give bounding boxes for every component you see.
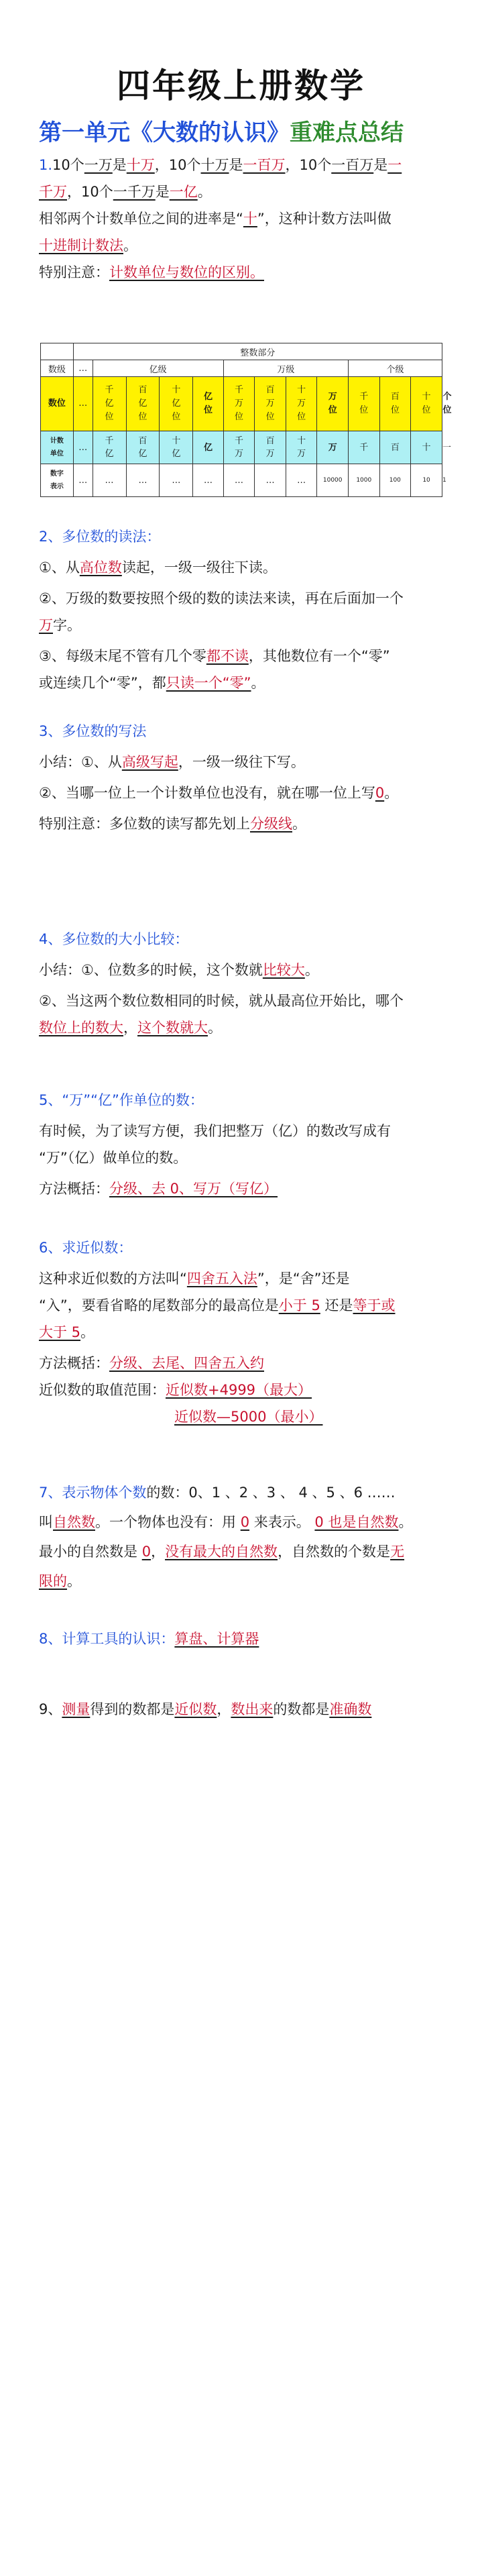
- section-5-line: [39, 1118, 448, 1144]
- table-group-wan: 万级: [223, 360, 348, 377]
- section-4-line: [39, 987, 448, 1014]
- text-run: 是: [112, 157, 127, 173]
- text-run: 。一个物体也没有：用: [95, 1514, 241, 1530]
- section-heading: 4、多位数的大小比较：: [39, 931, 189, 947]
- text-run: 准确数: [329, 1701, 372, 1717]
- table-cell: 百万: [255, 431, 286, 464]
- text-run: 0: [141, 1544, 152, 1560]
- table-cell: 千万: [223, 431, 255, 464]
- table-cell: …: [286, 464, 317, 497]
- table-cell: 百位: [379, 377, 411, 431]
- text-run: 的数都是: [273, 1701, 330, 1717]
- section-5: [39, 1087, 448, 1202]
- text-run: 方法概括：: [39, 1355, 109, 1371]
- text-run: 得到的数都是: [90, 1701, 175, 1717]
- table-cell: 千亿: [93, 431, 126, 464]
- section-3-line: [39, 780, 448, 806]
- section-2-line: [39, 669, 448, 696]
- table-cell: …: [93, 464, 126, 497]
- text-run: 。: [398, 1514, 413, 1530]
- text-run: ”，是“舍”还是: [257, 1271, 350, 1287]
- section-2-line: [39, 612, 448, 639]
- text-run: 分级、去 0、写万（写亿）: [109, 1181, 278, 1197]
- table-group-ge: 个级: [348, 360, 442, 377]
- table-cell: 十万位: [286, 377, 317, 431]
- text-run: 计数单位与数位的区别。: [109, 264, 264, 280]
- text-run: 一万: [84, 157, 113, 173]
- table-cell: …: [160, 464, 193, 497]
- text-run: ②、万级的数要按照个级的数的读法来读，再在后面加一个: [39, 590, 404, 606]
- text-run: ③、每级末尾不管有几个零: [39, 648, 206, 664]
- text-run: 最小的自然数是: [39, 1544, 142, 1560]
- section-4-line: [39, 1014, 448, 1041]
- text-run: ，其他数位有一个“零”: [248, 648, 390, 664]
- section-heading: 2、多位数的读法：: [39, 529, 161, 545]
- table-group-yi: 亿级: [93, 360, 223, 377]
- table-row-reps: 数字表示 … … … … … … … … 10000 1000 100 10 1: [41, 464, 442, 497]
- section-6-line: [39, 1265, 448, 1292]
- section-2-line: [39, 554, 448, 581]
- text-run: 特别注意：: [39, 264, 109, 280]
- text-run: 9、: [39, 1701, 62, 1717]
- page-title: 四年级上册数学: [117, 66, 365, 105]
- table-cell: 十万: [286, 431, 317, 464]
- text-run: 一亿: [169, 184, 198, 200]
- table-cell: 千: [348, 431, 379, 464]
- text-run: 十万: [126, 157, 155, 173]
- text-run: 。: [67, 1573, 81, 1589]
- text-run: 是: [155, 184, 170, 200]
- section-8: [39, 1625, 448, 1652]
- text-run: 没有最大的自然数: [165, 1544, 278, 1560]
- text-run: ，一级一级往下写。: [178, 754, 305, 770]
- table-cell: …: [255, 464, 286, 497]
- text-run: 自然数: [53, 1514, 95, 1530]
- text-run: ，: [151, 1544, 166, 1560]
- text-run: 测量: [62, 1701, 91, 1717]
- section-2: [39, 523, 448, 696]
- text-run: 一千万: [113, 184, 156, 200]
- text-run: 0 也是自然数: [314, 1514, 399, 1530]
- text-run: 无: [390, 1544, 405, 1560]
- table-cell: …: [73, 377, 93, 431]
- text-run: 十: [243, 211, 257, 227]
- text-run: 小结：①、从: [39, 754, 122, 770]
- text-run: 一百万: [331, 157, 374, 173]
- text-run: 分级线: [250, 816, 292, 832]
- table-corner: 数级: [41, 360, 74, 377]
- text-run: 是: [373, 157, 388, 173]
- text-run: 的数：0、1 、2 、3 、 4 、5 、6 ……: [146, 1485, 396, 1501]
- section-9: [39, 1696, 448, 1723]
- section-1-line: [39, 152, 448, 178]
- section-heading: 3、多位数的写法: [39, 723, 147, 739]
- text-run: 。: [292, 816, 306, 832]
- text-run: 高位数: [79, 559, 122, 576]
- table-cell: 千位: [348, 377, 379, 431]
- text-run: ，10个: [154, 157, 201, 173]
- section-5-line: [39, 1144, 448, 1171]
- section-7: [39, 1479, 448, 1595]
- place-value-table: [40, 343, 452, 497]
- section-6-line: [39, 1377, 448, 1403]
- text-run: ②、当这两个数位数相同的时候，就从最高位开始比，哪个: [39, 993, 404, 1009]
- table-cell: 百: [379, 431, 411, 464]
- text-run: 来表示。: [249, 1514, 315, 1530]
- section-6-line: [39, 1350, 448, 1377]
- text-run: 数位上的数大: [39, 1020, 123, 1036]
- section-5-line: [39, 1175, 448, 1202]
- section-7-line: [39, 1479, 448, 1506]
- text-run: ，: [123, 1020, 137, 1036]
- table-cell: 亿: [193, 431, 223, 464]
- table-cell: 100: [379, 464, 411, 497]
- text-run: 0: [240, 1514, 250, 1530]
- table-cell: …: [193, 464, 223, 497]
- section-heading: 6、求近似数：: [39, 1240, 133, 1256]
- unit-subtitle: [39, 114, 404, 147]
- text-run: 还是: [320, 1297, 353, 1313]
- text-run: 十进制计数法: [39, 237, 123, 254]
- table-cell: …: [73, 464, 93, 497]
- section-3-line: [39, 810, 448, 837]
- text-run: 。: [208, 1020, 222, 1036]
- text-run: 8、计算工具的认识：: [39, 1631, 175, 1647]
- section-4-line: [39, 957, 448, 983]
- text-run: 近似数的取值范围：: [39, 1382, 166, 1398]
- table-row-units: 计数单位 … 千亿 百亿 十亿 亿 千万 百万 十万 万 千 百 十 一: [41, 431, 442, 464]
- text-run: 比较大: [262, 962, 305, 978]
- subtitle-unit-name: 第一单元《大数的认识》: [39, 119, 290, 146]
- text-run: 或连续几个“零”，都: [39, 675, 166, 691]
- text-run: “万”（亿）做单位的数。: [39, 1150, 188, 1166]
- table-cell: 千亿位: [93, 377, 126, 431]
- text-run: ②、当哪一位上一个计数单位也没有，就在哪一位上写: [39, 785, 375, 801]
- text-run: 。: [384, 785, 399, 801]
- subtitle-summary: 重难点总结: [290, 119, 404, 146]
- text-run: 十万: [200, 157, 229, 173]
- text-run: 近似数—5000（最小）: [174, 1409, 323, 1425]
- section-9-line: [39, 1696, 448, 1723]
- text-run: 特别注意：多位数的读写都先划上: [39, 816, 250, 832]
- text-run: 算盘、计算器: [174, 1631, 259, 1647]
- text-run: 1.: [39, 157, 53, 173]
- table-cell: 十亿: [160, 431, 193, 464]
- text-run: ①、从: [39, 559, 80, 576]
- table-cell: …: [73, 431, 93, 464]
- text-run: ”，这种计数方法叫做: [257, 211, 391, 227]
- text-run: 一百万: [243, 157, 286, 173]
- table-cell: 10000: [317, 464, 349, 497]
- text-run: 数出来: [231, 1701, 274, 1717]
- section-1: [39, 152, 448, 286]
- table-digit-label: 数位: [41, 377, 74, 431]
- text-run: 小于 5: [278, 1297, 320, 1313]
- table-cell: 10: [411, 464, 442, 497]
- section-3: [39, 718, 448, 837]
- text-run: ，自然数的个数是: [278, 1544, 391, 1560]
- table-cell: 百亿位: [126, 377, 160, 431]
- table-rep-label: 数字表示: [41, 464, 74, 497]
- section-3-line: [39, 749, 448, 775]
- text-run: 有时候，为了读写方便，我们把整万（亿）的数改写成有: [39, 1123, 391, 1139]
- table-row-digits: 数位 … 千亿位 百亿位 十亿位 亿位 千万位 百万位 十万位 万位 千位 百位 十位 个位: [41, 377, 442, 431]
- section-heading: 5、“万”“亿”作单位的数：: [39, 1092, 204, 1108]
- section-6-line: [39, 1403, 448, 1430]
- text-run: 相邻两个计数单位之间的进率是“: [39, 211, 243, 227]
- table-cell: 十亿位: [160, 377, 193, 431]
- text-run: 读起，一级一级往下读。: [121, 559, 277, 576]
- table-group-dots: …: [73, 360, 93, 377]
- text-run: 字。: [53, 617, 81, 633]
- text-run: “入”，要看省略的尾数部分的最高位是: [39, 1297, 279, 1313]
- text-run: 限的: [39, 1573, 67, 1589]
- text-run: 是: [229, 157, 243, 173]
- table-header: 整数部分: [73, 343, 442, 360]
- text-run: ，: [217, 1701, 231, 1717]
- text-run: 等于或: [353, 1297, 396, 1313]
- table-cell: 1000: [348, 464, 379, 497]
- section-1-line: [39, 259, 448, 286]
- text-run: 这个数就大: [137, 1020, 208, 1036]
- text-run: 四舍五入法: [186, 1271, 257, 1287]
- text-run: 一: [387, 157, 402, 173]
- table-cell: 亿位: [193, 377, 223, 431]
- section-1-line: [39, 232, 448, 259]
- table-cell: 百亿: [126, 431, 160, 464]
- section-6-line: [39, 1319, 448, 1346]
- table-cell: 十: [411, 431, 442, 464]
- text-run: 叫: [39, 1514, 53, 1530]
- section-7-line: [39, 1509, 448, 1536]
- text-run: 。: [304, 962, 319, 978]
- section-1-line: [39, 205, 448, 232]
- text-run: 近似数: [174, 1701, 217, 1717]
- text-run: 0: [375, 785, 385, 801]
- text-run: 大于 5: [39, 1324, 81, 1340]
- section-7-line: [39, 1568, 448, 1595]
- text-run: 。: [251, 675, 265, 691]
- table-cell: 十位: [411, 377, 442, 431]
- text-run: 方法概括：: [39, 1181, 109, 1197]
- table-cell: …: [223, 464, 255, 497]
- table-cell: 万位: [317, 377, 349, 431]
- section-8-line: [39, 1625, 448, 1652]
- section-6-line: [39, 1292, 448, 1319]
- section-2-line: [39, 643, 448, 669]
- text-run: 只读一个“零”: [166, 675, 251, 691]
- text-run: 10个: [52, 157, 84, 173]
- text-run: 。: [123, 237, 137, 254]
- text-run: 7、表示物体个数: [39, 1485, 147, 1501]
- section-6: [39, 1234, 448, 1430]
- text-run: 。: [80, 1324, 95, 1340]
- text-run: 高级写起: [121, 754, 178, 770]
- section-1-line: [39, 178, 448, 205]
- text-run: 万: [39, 617, 53, 633]
- section-2-line: [39, 585, 448, 612]
- section-7-line: [39, 1538, 448, 1565]
- section-4: [39, 926, 448, 1041]
- table-unit-label: 计数单位: [41, 431, 74, 464]
- text-run: 千万: [39, 184, 67, 200]
- table-cell: 万: [317, 431, 349, 464]
- text-run: 分级、去尾、四舍五入约: [109, 1355, 264, 1371]
- text-run: ，10个: [67, 184, 113, 200]
- text-run: 都不读: [206, 648, 249, 664]
- table-cell: …: [126, 464, 160, 497]
- text-run: 。: [197, 184, 212, 200]
- table-cell: 千万位: [223, 377, 255, 431]
- text-run: 这种求近似数的方法叫“: [39, 1271, 187, 1287]
- table-cell: 百万位: [255, 377, 286, 431]
- text-run: ，10个: [285, 157, 332, 173]
- text-run: 近似数+4999（最大）: [166, 1382, 312, 1398]
- text-run: 小结：①、位数多的时候，这个数就: [39, 962, 263, 978]
